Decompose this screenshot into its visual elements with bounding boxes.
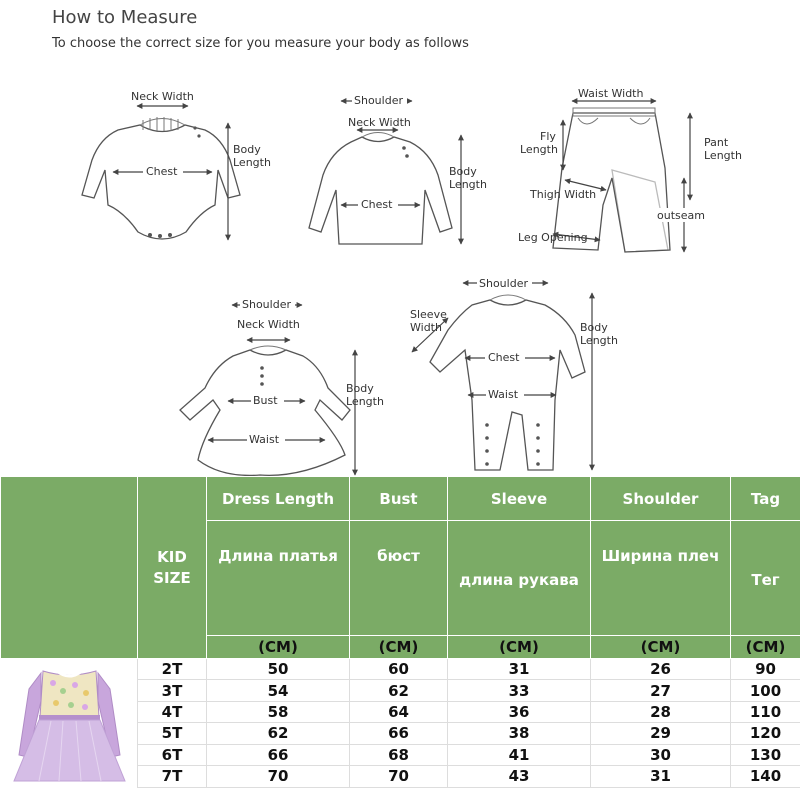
sleeve-cell: 43 <box>448 766 591 787</box>
shirt-neck-width-label: Neck Width <box>348 116 411 129</box>
tag-cell: 110 <box>731 701 800 722</box>
size-cell: 3T <box>138 680 207 701</box>
sleeve-cell: 31 <box>448 659 591 680</box>
dress-length-cell: 62 <box>207 723 350 744</box>
bust-cell: 64 <box>350 701 448 722</box>
bodysuit-diagram <box>82 90 271 240</box>
dress-photo-icon <box>1 659 138 783</box>
col-tag-en: Tag <box>731 477 800 521</box>
shoulder-cell: 26 <box>591 659 731 680</box>
col-sleeve-ru: длина рукава <box>448 521 591 636</box>
dress-body-length-label-2: Length <box>346 395 384 408</box>
bodysuit-neck-width-label: Neck Width <box>131 90 194 103</box>
sleeve-cell: 41 <box>448 744 591 765</box>
sleeve-cell: 36 <box>448 701 591 722</box>
page-title: How to Measure <box>52 7 198 28</box>
col-bust-ru: бюст <box>350 521 448 636</box>
shoulder-cell: 27 <box>591 680 731 701</box>
bust-cell: 70 <box>350 766 448 787</box>
romper-sleeve-width-label-1: Sleeve <box>410 308 447 321</box>
col-bust-en: Bust <box>350 477 448 521</box>
shirt-shoulder-label: Shoulder <box>354 94 403 107</box>
col-tag-ru: Тег <box>731 521 800 636</box>
romper-sleeve-width-label-2: Width <box>410 321 442 334</box>
col-bust-unit: (CM) <box>350 636 448 659</box>
tag-cell: 90 <box>731 659 800 680</box>
col-tag-unit: (CM) <box>731 636 800 659</box>
dress-bust-label: Bust <box>253 394 278 407</box>
dress-length-cell: 58 <box>207 701 350 722</box>
bodysuit-body-length-label-1: Body <box>233 143 261 156</box>
pants-fly-length-label-2: Length <box>520 143 558 156</box>
size-cell: 7T <box>138 766 207 787</box>
col-shoulder-ru: Ширина плеч <box>591 521 731 636</box>
size-cell: 6T <box>138 744 207 765</box>
shirt-chest-label: Chest <box>361 198 393 211</box>
col-sleeve-unit: (CM) <box>448 636 591 659</box>
bust-cell: 68 <box>350 744 448 765</box>
dress-length-cell: 70 <box>207 766 350 787</box>
kid-size-label-2: SIZE <box>153 568 191 587</box>
romper-chest-label: Chest <box>488 351 520 364</box>
shoulder-cell: 31 <box>591 766 731 787</box>
romper-body-length-label-1: Body <box>580 321 608 334</box>
pants-pant-length-label-2: Length <box>704 149 742 162</box>
dress-waist-label: Waist <box>249 433 280 446</box>
pants-fly-length-label-1: Fly <box>540 130 556 143</box>
romper-waist-label: Waist <box>488 388 519 401</box>
tag-cell: 140 <box>731 766 800 787</box>
size-cell: 5T <box>138 723 207 744</box>
sleeve-cell: 33 <box>448 680 591 701</box>
kid-size-label-1: KID <box>157 547 187 566</box>
dress-length-cell: 54 <box>207 680 350 701</box>
shoulder-cell: 30 <box>591 744 731 765</box>
size-cell: 4T <box>138 701 207 722</box>
col-sleeve-en: Sleeve <box>448 477 591 521</box>
pants-thigh-width-label: Thigh Width <box>530 188 597 201</box>
dress-length-cell: 50 <box>207 659 350 680</box>
col-dress-length-en: Dress Length <box>207 477 350 521</box>
romper-shoulder-label: Shoulder <box>479 277 528 290</box>
pants-leg-opening-label: Leg Opening <box>518 231 588 244</box>
pants-outseam-label: outseam <box>657 209 705 222</box>
col-dress-length-unit: (CM) <box>207 636 350 659</box>
pants-pant-length-label-1: Pant <box>704 136 729 149</box>
sleeve-cell: 38 <box>448 723 591 744</box>
romper-diagram <box>410 276 618 470</box>
col-shoulder-en: Shoulder <box>591 477 731 521</box>
size-chart-table <box>0 476 800 788</box>
shirt-diagram <box>309 94 487 244</box>
shirt-body-length-label-1: Body <box>449 165 477 178</box>
bust-cell: 60 <box>350 659 448 680</box>
product-photo-cell <box>1 659 138 788</box>
dress-neck-width-label: Neck Width <box>237 318 300 331</box>
tag-cell: 130 <box>731 744 800 765</box>
pants-diagram <box>518 87 742 252</box>
bust-cell: 66 <box>350 723 448 744</box>
size-cell: 2T <box>138 659 207 680</box>
bodysuit-body-length-label-2: Length <box>233 156 271 169</box>
kid-size-header <box>138 477 207 659</box>
dress-length-cell: 66 <box>207 744 350 765</box>
col-shoulder-unit: (CM) <box>591 636 731 659</box>
romper-body-length-label-2: Length <box>580 334 618 347</box>
col-dress-length-ru: Длина платья <box>207 521 350 636</box>
tag-cell: 100 <box>731 680 800 701</box>
dress-shoulder-label: Shoulder <box>242 298 291 311</box>
bust-cell: 62 <box>350 680 448 701</box>
page-subtitle: To choose the correct size for you measure your body as follows <box>52 36 469 51</box>
shoulder-cell: 29 <box>591 723 731 744</box>
tag-cell: 120 <box>731 723 800 744</box>
dress-diagram <box>180 298 384 475</box>
shoulder-cell: 28 <box>591 701 731 722</box>
bodysuit-chest-label: Chest <box>146 165 178 178</box>
dress-body-length-label-1: Body <box>346 382 374 395</box>
pants-waist-width-label: Waist Width <box>578 87 644 100</box>
shirt-body-length-label-2: Length <box>449 178 487 191</box>
table-row <box>1 659 800 680</box>
